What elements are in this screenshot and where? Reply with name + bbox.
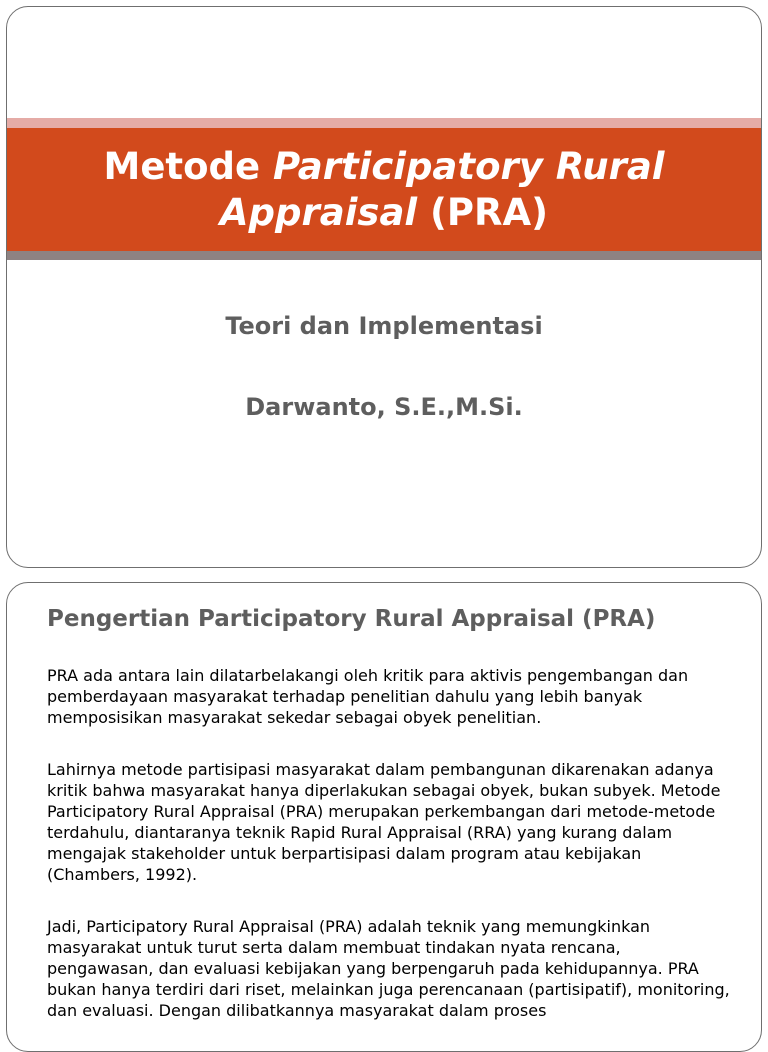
title-text-italic: Participatory Rural Appraisal	[219, 144, 665, 234]
content-body	[47, 665, 732, 1052]
author-name: Darwanto, S.E.,M.Si.	[245, 393, 523, 421]
title-text-regular: Metode	[103, 144, 273, 188]
content-slide	[6, 582, 762, 1052]
content-heading: Pengertian Participatory Rural Appraisal (PRA)	[47, 606, 656, 632]
title-text-suffix: (PRA)	[417, 190, 549, 234]
slide-title	[7, 144, 761, 236]
body-paragraph: Jadi, Participatory Rural Appraisal (PRA) adalah teknik yang memungkinkan masyarakat untuk turut serta dalam membuat tindakan nyata rencana, pengawasan, dan evaluasi kebijakan yang berpengaruh pada kehidupannya. PRA bukan hanya terdiri dari riset, melainkan juga perencanaan (partisipatif), monitoring, dan evaluasi. Dengan dilibatkannya masyarakat dalam proses	[47, 917, 730, 1020]
title-band-top-stripe	[7, 118, 761, 128]
body-paragraph: PRA ada antara lain dilatarbelakangi oleh kritik para aktivis pengembangan dan pemberdayaan masyarakat terhadap penelitian dahulu yang lebih banyak memposisikan masyarakat sekedar sebagai obyek penelitian.	[47, 666, 689, 727]
title-band	[7, 128, 761, 251]
slide-subtitle: Teori dan Implementasi	[225, 312, 543, 340]
title-band-bottom-stripe	[7, 251, 761, 260]
body-paragraph: Lahirnya metode partisipasi masyarakat dalam pembangunan dikarenakan adanya kritik bahwa masyarakat hanya diperlakukan sebagai obyek, bukan subyek. Metode Participatory Rural Appraisal (PRA) merupakan perkembangan dari metode-metode terdahulu, diantaranya teknik Rapid Rural Appraisal (RRA) yang kurang dalam mengajak stakeholder untuk berpartisipasi dalam program atau kebijakan (Chambers, 1992).	[47, 760, 721, 884]
title-slide	[6, 6, 762, 568]
